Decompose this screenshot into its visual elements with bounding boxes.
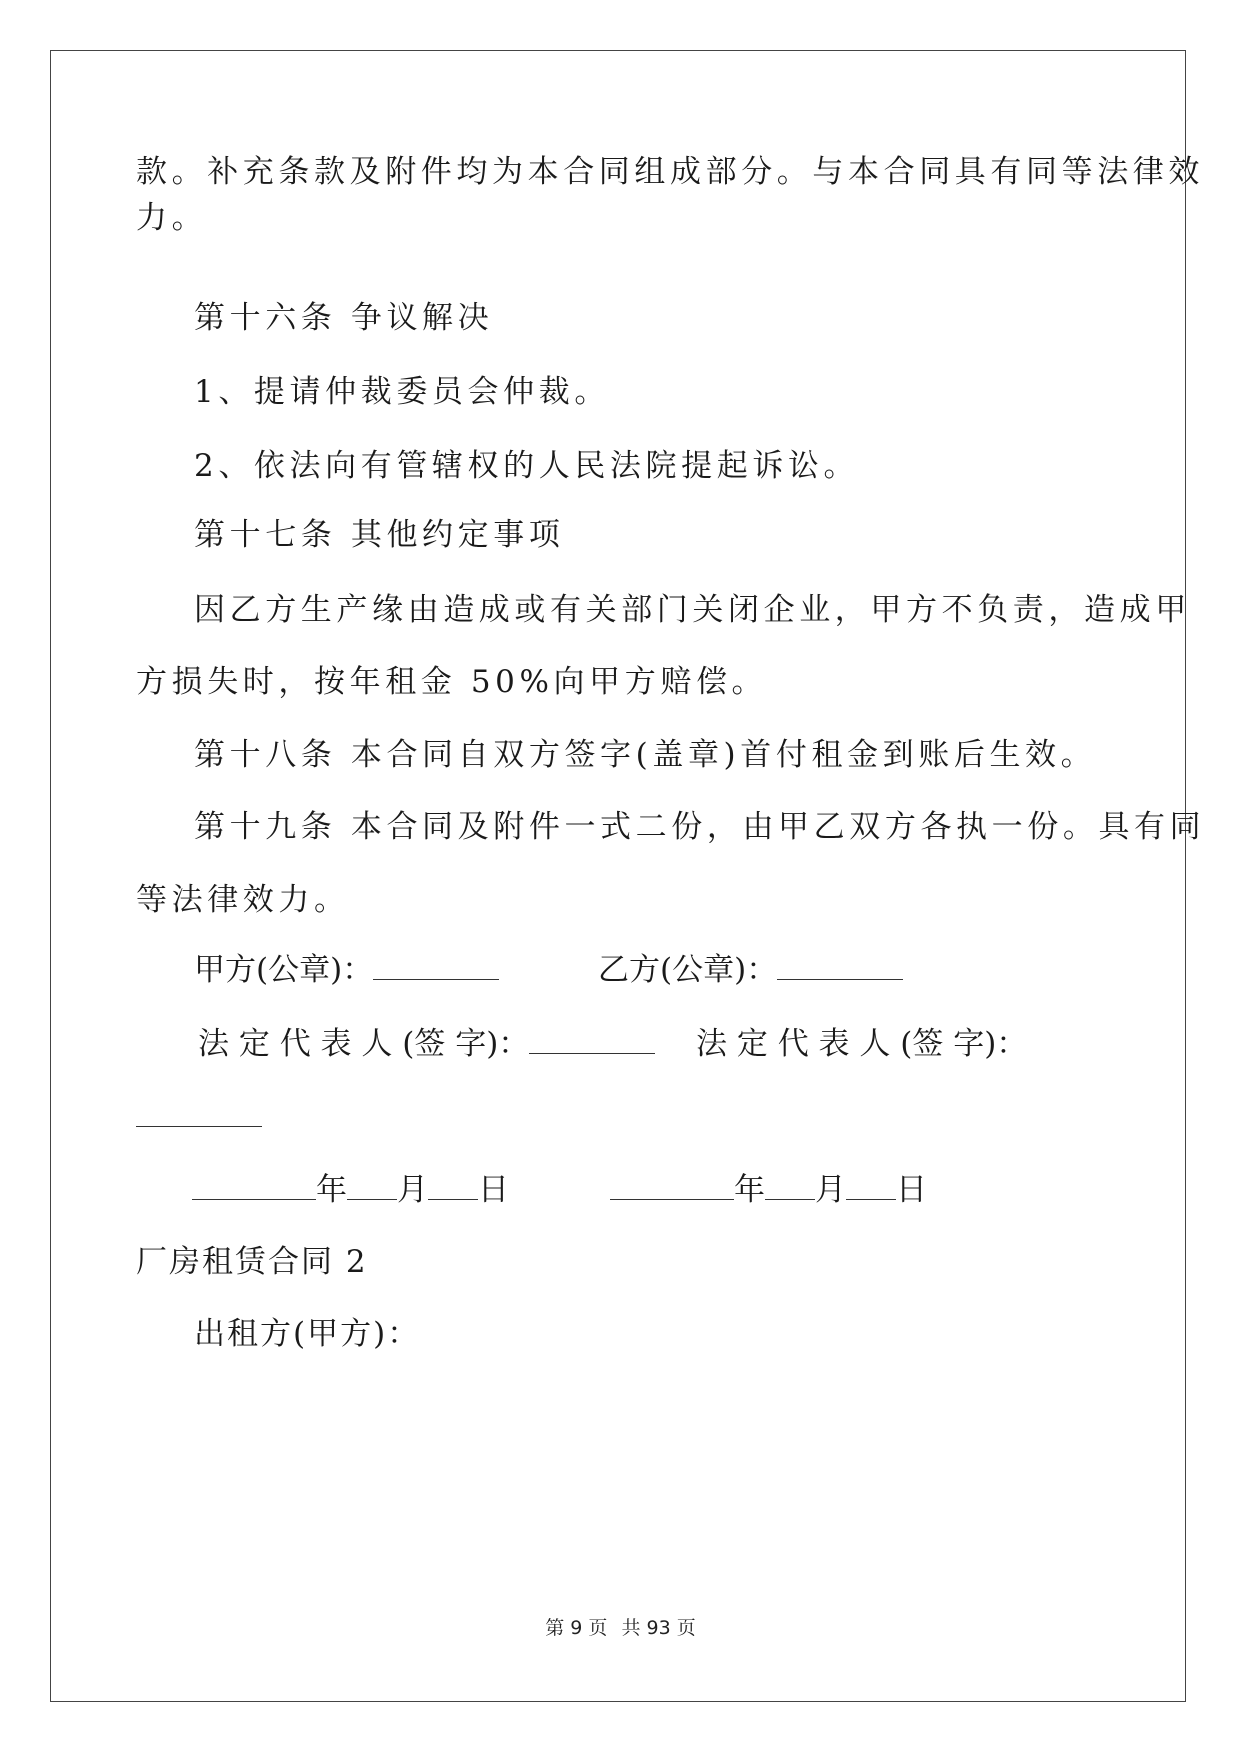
party-a-seal-blank — [373, 953, 499, 980]
paragraph-line: 因乙方生产缘由造成或有关部门关闭企业，甲方不负责，造成甲 — [194, 592, 1191, 628]
party-b-seal-blank — [777, 953, 903, 980]
party-b-date-row — [610, 1170, 927, 1210]
day-label: 日 — [478, 1172, 509, 1208]
party-b-seal-label: 乙方(公章)： — [598, 952, 778, 988]
day-label: 日 — [896, 1172, 927, 1208]
article-heading: 第十六条 争议解决 — [194, 300, 494, 336]
party-a-rep-row — [198, 1024, 655, 1064]
paragraph-line: 等法律效力。 — [136, 882, 350, 918]
list-item: 2、依法向有管辖权的人民法院提起诉讼。 — [194, 448, 860, 484]
page-number: 第 9 页 — [545, 1617, 608, 1639]
day-blank — [846, 1173, 896, 1200]
article-heading: 第十七条 其他约定事项 — [194, 517, 565, 553]
party-a-seal-row — [194, 950, 499, 990]
month-blank — [347, 1173, 397, 1200]
party-a-seal-label: 甲方(公章)： — [194, 952, 374, 988]
month-blank — [765, 1173, 815, 1200]
party-a-rep-blank — [529, 1027, 655, 1054]
party-b-rep-row — [136, 1097, 262, 1137]
year-label: 年 — [734, 1172, 765, 1208]
list-item: 1、提请仲裁委员会仲裁。 — [194, 374, 610, 410]
party-b-rep-label: 法 定 代 表 人 (签 字)： — [696, 1026, 1028, 1062]
total-pages: 共 93 页 — [621, 1617, 696, 1639]
paragraph-line: 方损失时，按年租金 50%向甲方赔偿。 — [136, 664, 768, 700]
month-label: 月 — [397, 1172, 428, 1208]
year-blank — [192, 1173, 316, 1200]
day-blank — [428, 1173, 478, 1200]
contract-title: 厂房租赁合同 2 — [136, 1244, 368, 1280]
paragraph-line: 款。补充条款及附件均为本合同组成部分。与本合同具有同等法律效 — [136, 154, 1204, 190]
paragraph-line: 第十九条 本合同及附件一式二份，由甲乙双方各执一份。具有同 — [194, 809, 1206, 845]
year-label: 年 — [316, 1172, 347, 1208]
party-a-rep-label: 法 定 代 表 人 (签 字)： — [198, 1026, 530, 1062]
party-a-date-row — [192, 1170, 509, 1210]
year-blank — [610, 1173, 734, 1200]
party-b-rep-blank — [136, 1100, 262, 1127]
party-b-seal-row — [598, 950, 903, 990]
paragraph-line: 力。 — [136, 200, 208, 236]
lessor-label: 出租方(甲方)： — [194, 1316, 421, 1352]
article-text: 第十八条 本合同自双方签字(盖章)首付租金到账后生效。 — [194, 737, 1097, 773]
month-label: 月 — [815, 1172, 846, 1208]
page-footer — [0, 1616, 1241, 1640]
